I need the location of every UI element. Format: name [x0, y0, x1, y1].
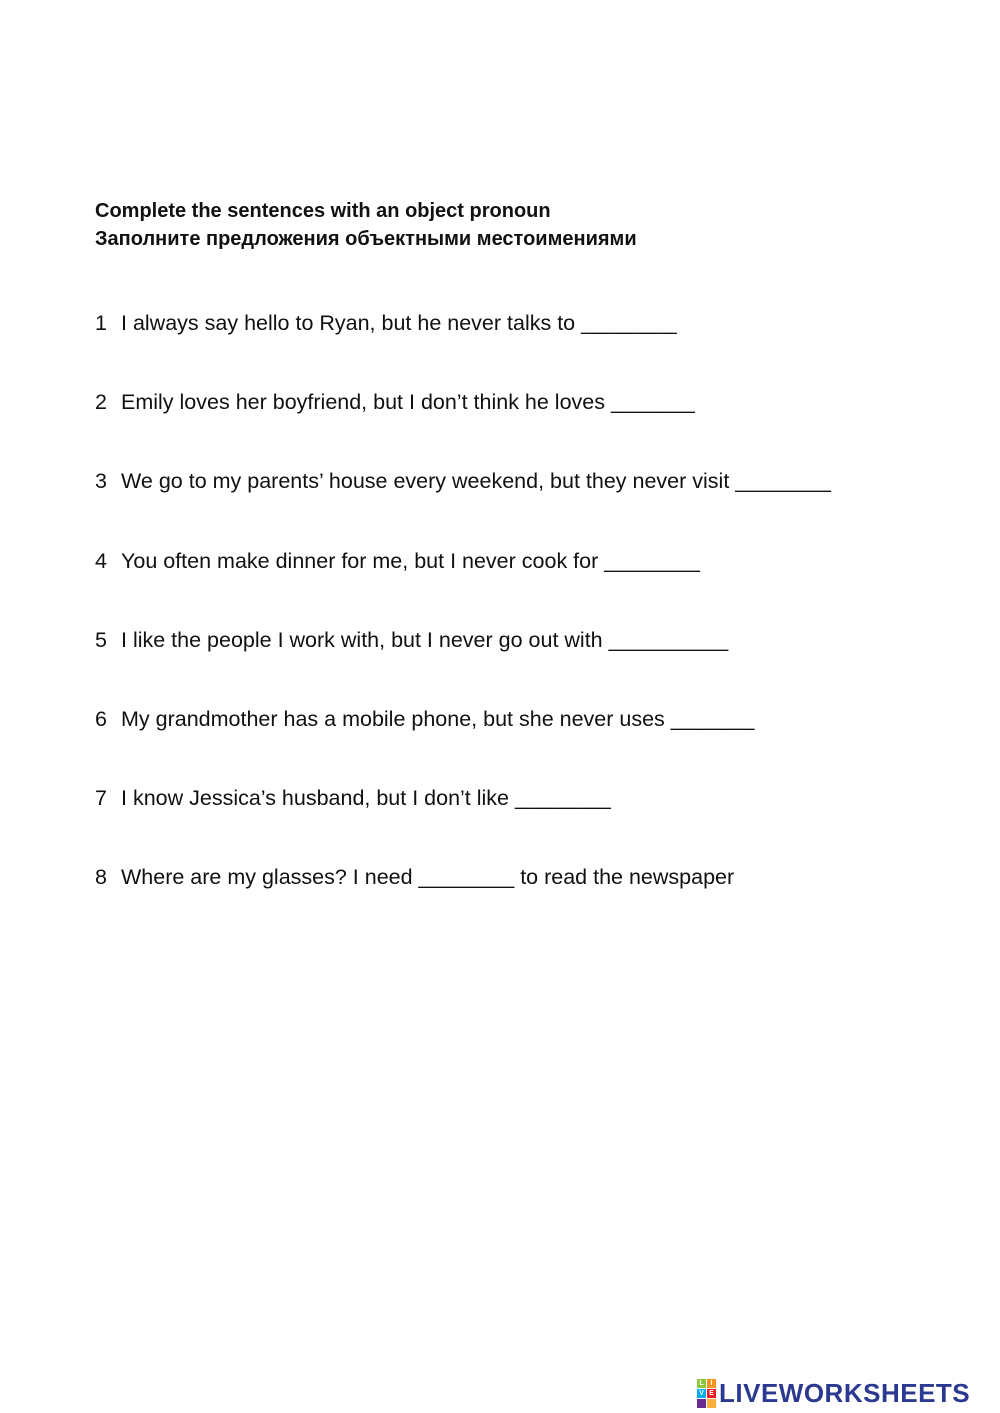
- sentence-text: Where are my glasses? I need ________ to read the newspaper: [121, 865, 735, 890]
- logo-block: [697, 1399, 706, 1408]
- sentence-item: [95, 309, 975, 388]
- sentence-number: 3: [95, 469, 107, 494]
- logo-block: I: [707, 1379, 716, 1388]
- logo-block: L: [697, 1379, 706, 1388]
- instruction-russian: Заполните предложения объектными местоимениями: [95, 228, 637, 250]
- sentence-number: 5: [95, 627, 107, 652]
- logo-mark-icon: [697, 1379, 716, 1408]
- logo-block: [707, 1399, 716, 1408]
- sentence-text: We go to my parents’ house every weekend, but they never visit ________: [121, 469, 831, 494]
- sentence-number: 4: [95, 548, 107, 573]
- sentence-item: [95, 784, 975, 863]
- sentence-list: [95, 309, 975, 943]
- sentence-number: 7: [95, 786, 107, 811]
- sentence-item: [95, 626, 975, 705]
- sentence-item: [95, 705, 975, 784]
- logo-text: LIVEWORKSHEETS: [719, 1377, 971, 1408]
- sentence-item: [95, 388, 975, 467]
- logo-block: E: [707, 1389, 716, 1398]
- sentence-text: My grandmother has a mobile phone, but she never uses _______: [121, 706, 755, 731]
- sentence-number: 1: [95, 311, 107, 335]
- sentence-number: 2: [95, 390, 107, 415]
- sentence-number: 6: [95, 706, 107, 731]
- sentence-text: I know Jessica’s husband, but I don’t like ________: [121, 786, 611, 811]
- sentence-text: Emily loves her boyfriend, but I don’t think he loves _______: [121, 390, 695, 415]
- sentence-text: I always say hello to Ryan, but he never talks to ________: [121, 311, 677, 335]
- sentence-text: You often make dinner for me, but I never cook for ________: [121, 548, 700, 573]
- sentence-item: [95, 467, 975, 546]
- instructions: [95, 197, 637, 253]
- logo-block: V: [697, 1389, 706, 1398]
- sentence-item: [95, 863, 975, 942]
- sentence-number: 8: [95, 865, 107, 890]
- sentence-item: [95, 547, 975, 626]
- liveworksheets-logo[interactable]: [697, 1378, 970, 1408]
- instruction-english: Complete the sentences with an object pronoun: [95, 200, 551, 222]
- sentence-text: I like the people I work with, but I never go out with __________: [121, 627, 729, 652]
